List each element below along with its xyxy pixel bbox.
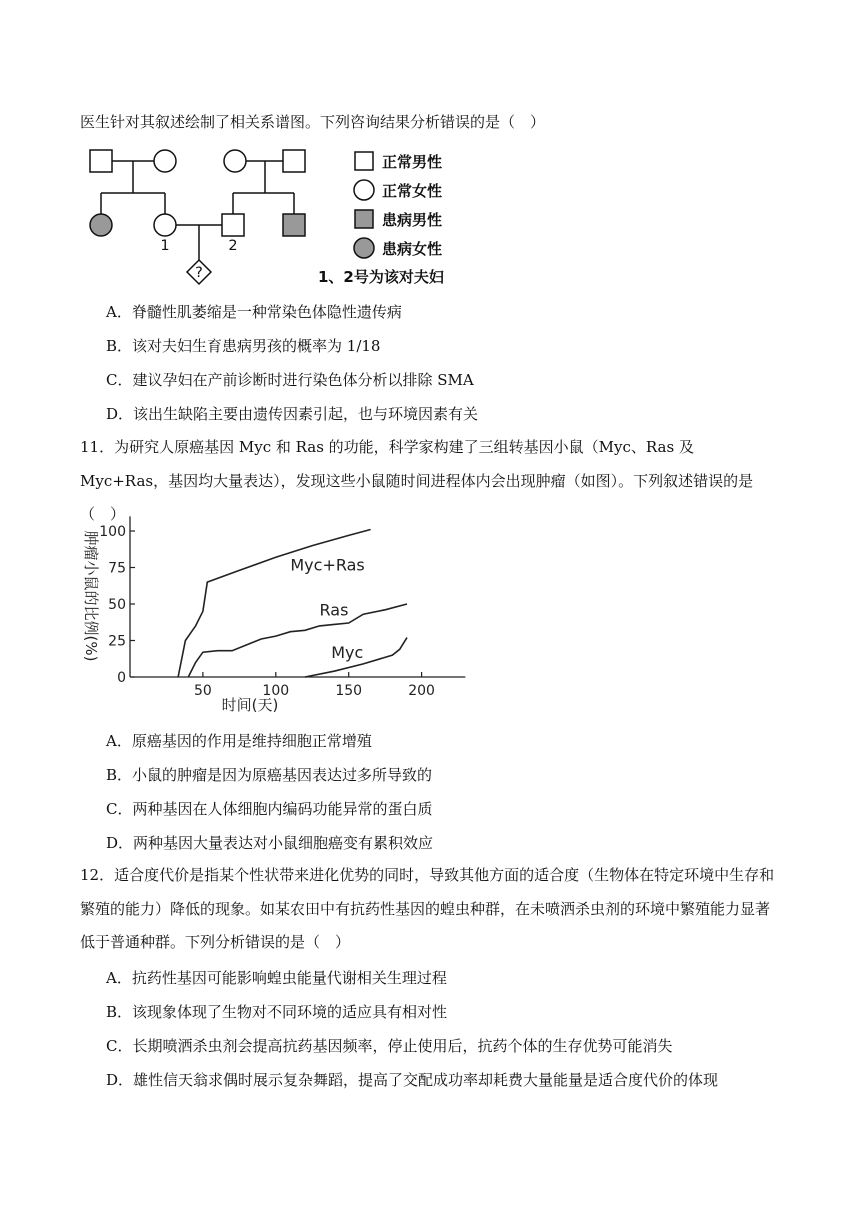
question-11-stem: 11．为研究人原癌基因 Myc 和 Ras 的功能，科学家构建了三组转基因小鼠（Myc、Ras 及 Myc+Ras，基因均大量表达），发现这些小鼠随时间进程体内会出现肿瘤（如图）。下列叙述错误的是（ ） [80, 438, 754, 523]
chart-series-ras [188, 604, 407, 677]
tumor-line-chart [72, 504, 435, 719]
chart-y-tick-label: 50 [108, 597, 126, 613]
offspring-unknown-mark: ? [195, 265, 203, 281]
legend-normal-male-symbol [355, 152, 373, 170]
chart-x-tick-label: 50 [193, 683, 212, 699]
question-10-intro: 医生针对其叙述绘制了相关系谱图。下列咨询结果分析错误的是（ ） [80, 113, 546, 131]
q11-option-b: B．小鼠的肿瘤是因为原癌基因表达过多所导致的 [106, 766, 433, 784]
husband-symbol [222, 214, 244, 236]
affected-female-symbol [90, 214, 112, 236]
q12-option-c: C．长期喷洒杀虫剂会提高抗药基因频率，停止使用后，抗药个体的生存优势可能消失 [106, 1037, 673, 1055]
legend-normal-female-symbol [354, 180, 374, 200]
chart-series-label: Myc+Ras [290, 555, 365, 575]
q10-option-c: C．建议孕妇在产前诊断时进行染色体分析以排除 SMA [106, 371, 474, 389]
question-12-stem: 12．适合度代价是指某个性状带来进化优势的同时，导致其他方面的适合度（生物体在特定环境中生存和繁殖的能力）降低的现象。如某农田中有抗药性基因的蝗虫种群，在未喷洒杀虫剂的环境中繁殖能力显著低于普通种群。下列分析错误的是（ ） [80, 866, 775, 951]
chart-x-axis-label: 时间(天) [221, 696, 279, 714]
legend-affected-female-symbol [354, 238, 374, 258]
wife-symbol [154, 214, 176, 236]
chart-series-label: Ras [319, 600, 349, 620]
normal-female-symbol [224, 150, 246, 172]
legend-normal-female-label: 正常女性 [382, 182, 443, 200]
chart-series-label: Myc [331, 643, 364, 663]
pedigree-chart [80, 144, 480, 294]
legend-affected-male-symbol [355, 210, 373, 228]
q11-option-a: A．原癌基因的作用是维持细胞正常增殖 [106, 732, 372, 750]
q12-option-d: D．雄性信天翁求偶时展示复杂舞蹈，提高了交配成功率却耗费大量能量是适合度代价的体现 [106, 1071, 719, 1089]
chart-x-tick-label: 100 [262, 683, 290, 699]
q10-option-b: B．该对夫妇生育患病男孩的概率为 1/18 [106, 337, 381, 355]
husband-number-label: 2 [228, 238, 238, 254]
wife-number-label: 1 [160, 238, 170, 254]
chart-x-tick-label: 150 [335, 683, 363, 699]
normal-male-symbol [90, 150, 112, 172]
legend-affected-female-label: 患病女性 [382, 240, 443, 258]
chart-y-tick-label: 75 [108, 560, 126, 577]
affected-male-symbol [283, 214, 305, 236]
chart-x-tick-label: 200 [408, 683, 435, 699]
q11-option-d: D．两种基因大量表达对小鼠细胞癌变有累积效应 [106, 834, 434, 852]
q10-option-d: D．该出生缺陷主要由遗传因素引起，也与环境因素有关 [106, 405, 479, 423]
legend-normal-male-label: 正常男性 [382, 153, 443, 171]
q12-option-b: B．该现象体现了生物对不同环境的适应具有相对性 [106, 1003, 448, 1021]
chart-y-axis-label: 肿瘤小鼠的比例(%) [82, 530, 100, 662]
normal-female-symbol [154, 150, 176, 172]
pedigree-caption: 1、2号为该对夫妇 [318, 268, 444, 286]
chart-y-tick-label: 25 [108, 633, 126, 650]
q12-option-a: A．抗药性基因可能影响蝗虫能量代谢相关生理过程 [106, 969, 447, 987]
q10-option-a: A．脊髓性肌萎缩是一种常染色体隐性遗传病 [106, 303, 402, 321]
q11-option-c: C．两种基因在人体细胞内编码功能异常的蛋白质 [106, 800, 433, 818]
chart-y-tick-label: 0 [117, 670, 126, 686]
chart-y-tick-label: 100 [99, 524, 126, 540]
normal-male-symbol [283, 150, 305, 172]
legend-affected-male-label: 患病男性 [382, 211, 443, 229]
